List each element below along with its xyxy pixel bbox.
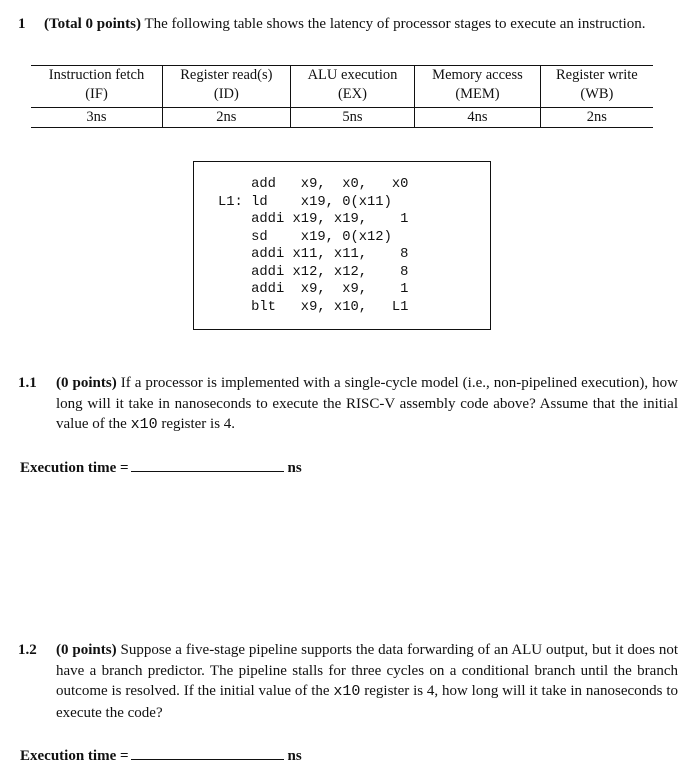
answer-label: Execution time = <box>20 748 129 764</box>
stage-abbr: (WB) <box>540 85 653 108</box>
stage-time-row <box>31 108 653 128</box>
assembly-code-box <box>193 161 491 330</box>
stage-time: 3ns <box>31 108 163 128</box>
sub-question-points: (0 points) <box>56 642 117 658</box>
sub-question-points: (0 points) <box>56 375 117 391</box>
sub-question-number: 1.2 <box>18 642 37 658</box>
code-line: addi x9, x9, 1 <box>218 282 409 297</box>
sub-question-body <box>56 640 678 723</box>
sub-question-1-2 <box>18 640 678 723</box>
code-line: addi x12, x12, 8 <box>218 264 409 280</box>
sub-question-number: 1.1 <box>18 375 37 391</box>
answer-line-1-2 <box>20 745 302 766</box>
register-name: x10 <box>130 416 158 433</box>
answer-unit: ns <box>287 460 302 476</box>
stage-abbr: (MEM) <box>415 85 541 108</box>
code-line: L1: ld x19, 0(x11) <box>218 194 392 210</box>
assembly-code <box>218 176 408 316</box>
sub-question-text-end: register is 4, how long will it take in nanoseconds to execute the code? <box>56 683 679 721</box>
stage-name: Instruction fetch <box>31 66 163 86</box>
sub-question-body <box>56 373 678 436</box>
question-text: The following table shows the latency of processor stages to execute an instruction. <box>144 16 646 32</box>
answer-line-1-1 <box>20 457 302 478</box>
stage-abbr: (EX) <box>290 85 414 108</box>
code-line: blt x9, x10, L1 <box>218 299 409 315</box>
stage-time: 2ns <box>540 108 653 128</box>
stage-time: 2ns <box>163 108 291 128</box>
latency-table <box>31 65 653 128</box>
stage-abbr: (IF) <box>85 86 108 102</box>
code-line: add x9, x0, x0 <box>218 177 409 192</box>
stage-name: Memory access <box>415 66 541 86</box>
code-line: sd x19, 0(x12) <box>218 229 392 245</box>
register-name: x10 <box>333 683 361 700</box>
stage-time: 5ns <box>290 108 414 128</box>
stage-name: Register read(s) <box>163 66 291 86</box>
stage-name: Register write <box>540 66 653 86</box>
sub-question-text: Suppose a five-stage pipeline supports the data forwarding of an ALU output, but it does not have a branch predictor. The pipeline stalls for three cycles on a conditional branch until the branch outcome is resolved. If the initial value of the <box>56 642 678 699</box>
answer-blank[interactable] <box>131 457 284 472</box>
stage-abbr-row <box>31 85 653 108</box>
answer-unit: ns <box>287 748 302 764</box>
stage-abbr: (ID) <box>163 85 291 108</box>
stage-time: 4ns <box>415 108 541 128</box>
answer-blank[interactable] <box>131 745 284 760</box>
stage-name: ALU execution <box>290 66 414 86</box>
code-line: addi x11, x11, 8 <box>218 247 409 262</box>
sub-question-1-1 <box>18 373 678 436</box>
answer-label: Execution time = <box>20 460 129 476</box>
question-points: (Total 0 points) <box>44 16 141 32</box>
question-header <box>18 14 688 34</box>
sub-question-text-end: register is 4. <box>161 416 236 432</box>
question-number: 1 <box>18 16 26 32</box>
code-line: addi x19, x19, 1 <box>218 212 409 227</box>
sub-question-text: If a processor is implemented with a single-cycle model (i.e., non-pipelined execution), how long will it take in nanoseconds to execute the RISC-V assembly code above? Assume that the initial value of the <box>56 375 678 432</box>
stage-name-row <box>31 66 653 86</box>
